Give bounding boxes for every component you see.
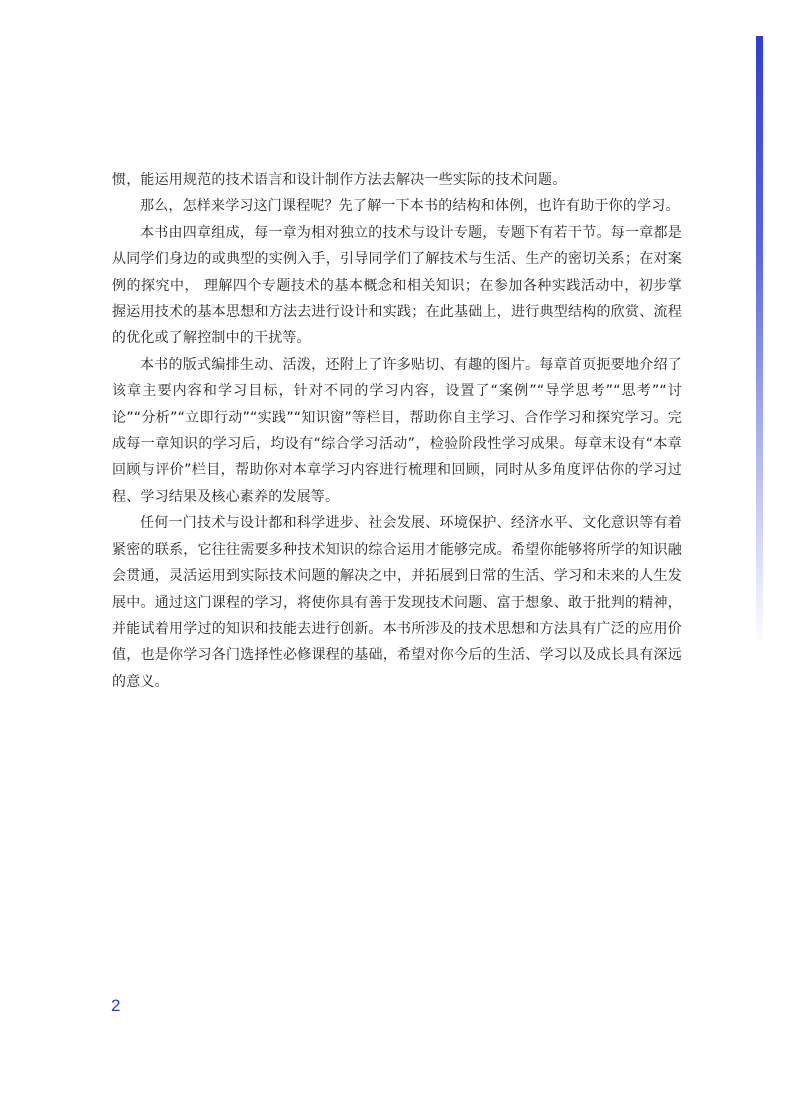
page-number: 2 [111,996,121,1015]
paragraph-3: 本书由四章组成，每一章为相对独立的技术与设计专题，专题下有若干节。每一章都是从同学们身边的或典型的实例入手，引导同学们了解技术与生活、生产的密切关系；在对案例的探究中， 理解四个专题技术的基本概念和相关知识；在参加各种实践活动中，初步掌握运用技术的基本思想和方法去进行设计和实践；在此基础上，进行典型结构的欣赏、流程的优化或了解控制中的干扰等。 [112,224,682,347]
body-text [112,167,682,695]
paragraph-5: 任何一门技术与设计都和科学进步、社会发展、环境保护、经济水平、文化意识等有着紧密的联系，它往往需要多种技术知识的综合运用才能够完成。希望你能够将所学的知识融会贯通，灵活运用到实际技术问题的解决之中，并拓展到日常的生活、学习和未来的人生发展中。通过这门课程的学习，将使你具有善于发现技术问题、富于想象、敢于批判的精神，并能试着用学过的知识和技能去进行创新。本书所涉及的技术思想和方法具有广泛的应用价值，也是你学习各门选择性必修课程的基础，希望对你今后的生活、学习以及成长具有深远的意义。 [112,515,682,690]
paragraph-4: 本书的版式编排生动、活泼，还附上了许多贴切、有趣的图片。每章首页扼要地介绍了该章主要内容和学习目标，针对不同的学习内容，设置了“案例”“导学思考”“思考”“讨论”“分析”“立即行动”“实践”“知识窗”等栏目，帮助你自主学习、合作学习和探究学习。完成每一章知识的学习后，均设有“综合学习活动”，检验阶段性学习成果。每章末设有“本章回顾与评价”栏目，帮助你对本章学习内容进行梳理和回顾，同时从多角度评估你的学习过程、学习结果及核心素养的发展等。 [112,356,682,505]
side-accent-bar [756,36,763,646]
paragraph-2: 那么，怎样来学习这门课程呢？先了解一下本书的结构和体例，也许有助于你的学习。 [140,198,680,215]
paragraph-1: 惯，能运用规范的技术语言和设计制作方法去解决一些实际的技术问题。 [112,172,567,188]
